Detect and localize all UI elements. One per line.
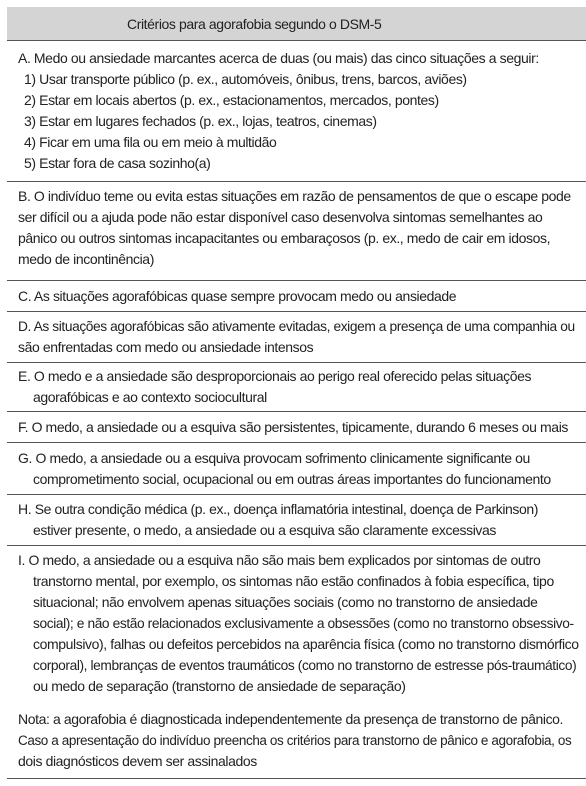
table-title: Critérios para agorafobia segundo o DSM-5 xyxy=(127,16,382,32)
criterion-d xyxy=(18,316,580,358)
criterion-a xyxy=(18,48,580,174)
criterion-h-line: estiver presente, o medo, a ansiedade ou a esquiva são claramente excessivas xyxy=(33,522,496,538)
criterion-i-line: transtorno mental, por exemplo, os sintomas não estão confinados à fobia específica, tipo xyxy=(33,573,554,589)
criterion-i-line: corporal), lembranças de eventos traumáticos (como no transtorno de estresse pós-traumático) xyxy=(33,658,577,673)
criterion-a-item: 4) Ficar em uma fila ou em meio à multidão xyxy=(24,134,277,150)
table-header xyxy=(7,7,586,40)
criterion-h-line: H. Se outra condição médica (p. ex., doença inflamatória intestinal, doença de Parkinson) xyxy=(18,501,539,517)
divider xyxy=(7,280,586,281)
divider xyxy=(7,362,586,363)
criterion-i-line: ou medo de separação (transtorno de ansiedade de separação) xyxy=(33,678,406,694)
criterion-a-item: 2) Estar em locais abertos (p. ex., estacionamentos, mercados, pontes) xyxy=(24,92,439,108)
criterion-h xyxy=(18,499,580,541)
criterion-f xyxy=(18,417,580,438)
divider xyxy=(7,494,586,495)
divider xyxy=(7,442,586,443)
criterion-i-line: social); e não estão relacionados exclusivamente a obsessões (como no transtorno obsessivo- xyxy=(33,616,574,631)
divider xyxy=(7,311,586,312)
criterion-e-line: E. O medo e a ansiedade são desproporcionais ao perigo real oferecido pelas situações xyxy=(18,368,532,384)
criterion-i xyxy=(18,550,580,697)
criterion-e xyxy=(18,366,580,408)
criterion-a-item: 3) Estar em lugares fechados (p. ex., lojas, teatros, cinemas) xyxy=(24,113,377,129)
criterion-c xyxy=(18,286,580,307)
criterion-e-line: agorafóbicas e ao contexto sociocultural xyxy=(33,389,267,405)
criterion-i-line: I. O medo, a ansiedade ou a esquiva não são mais bem explicados por sintomas de outro xyxy=(18,552,541,568)
criterion-g-line: G. O medo, a ansiedade ou a esquiva provocam sofrimento clinicamente significante ou xyxy=(18,450,530,466)
criterion-f-line: F. O medo, a ansiedade ou a esquiva são persistentes, tipicamente, durando 6 meses ou mais xyxy=(18,419,569,435)
criterion-b-line: medo de incontinência) xyxy=(18,251,154,267)
note-line: Nota: a agorafobia é diagnosticada independentemente da presença de transtorno de pânico. xyxy=(18,711,564,727)
criterion-d-line: D. As situações agorafóbicas são ativamente evitadas, exigem a presença de uma companhia ou xyxy=(18,319,575,334)
divider xyxy=(7,181,586,182)
criterion-b-line: pânico ou outros sintomas incapacitantes ou embaraçosos (p. ex., medo de cair em idosos, xyxy=(18,230,551,246)
criterion-d-line: são enfrentadas com medo ou ansiedade intensos xyxy=(18,339,314,355)
criterion-c-line: C. As situações agorafóbicas quase sempre provocam medo ou ansiedade xyxy=(18,288,457,304)
criterion-i-line: compulsivo), falhas ou defeitos percebidos na aparência física (como no transtorno dismórfico xyxy=(33,636,579,652)
note-line: dois diagnósticos devem ser assinalados xyxy=(18,753,257,769)
criterion-g xyxy=(18,448,580,490)
criterion-a-item: 1) Usar transporte público (p. ex., automóveis, ônibus, trens, barcos, aviões) xyxy=(24,71,467,87)
criterion-g-line: comprometimento social, ocupacional ou em outras áreas importantes do funcionamento xyxy=(33,471,551,487)
criterion-b-line: B. O indivíduo teme ou evita estas situações em razão de pensamentos de que o escape pode xyxy=(18,188,571,204)
divider xyxy=(7,545,586,546)
divider xyxy=(7,778,586,779)
criterion-i-line: situacional; não envolvem apenas situações sociais (como no transtorno de ansiedade xyxy=(33,594,538,610)
note xyxy=(18,709,580,772)
criterion-b xyxy=(18,186,580,270)
divider xyxy=(7,40,586,41)
criterion-a-item: 5) Estar fora de casa sozinho(a) xyxy=(24,155,211,171)
criterion-a-text: A. Medo ou ansiedade marcantes acerca de duas (ou mais) das cinco situações a seguir: xyxy=(18,50,539,66)
criterion-b-line: ser difícil ou a ajuda pode não estar disponível caso desenvolva sintomas semelhantes ao xyxy=(18,209,543,225)
divider xyxy=(7,411,586,412)
note-line: Caso a apresentação do indivíduo preencha os critérios para transtorno de pânico e agorafobia, os xyxy=(18,733,572,748)
